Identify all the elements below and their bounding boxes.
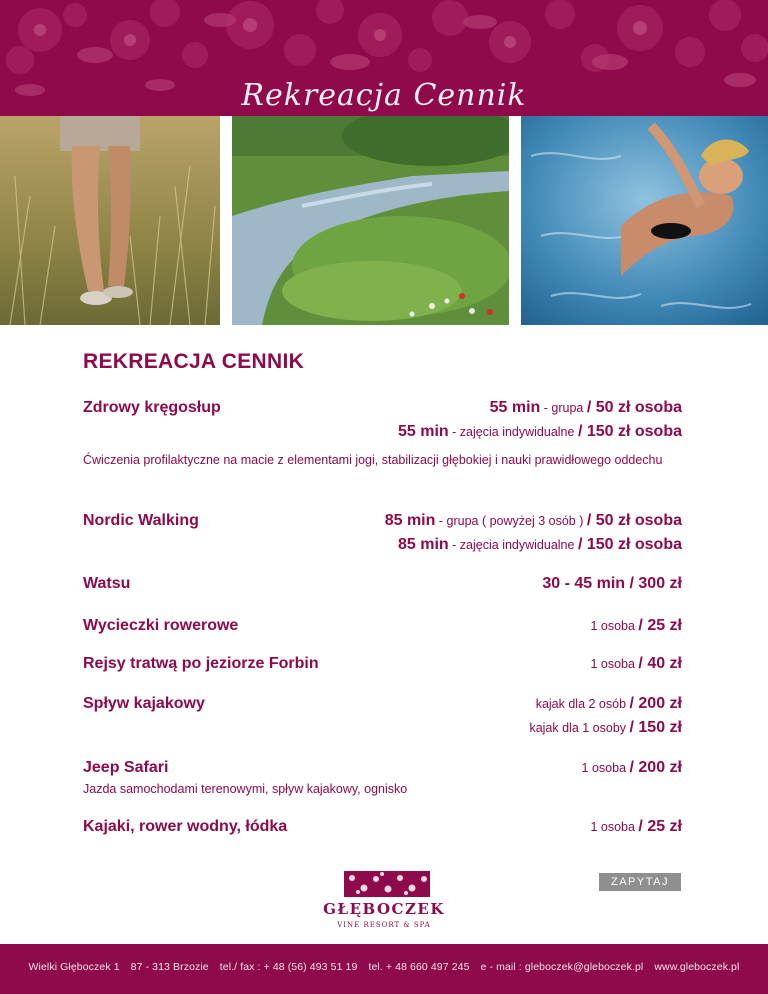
photo-walking [0,116,220,325]
footer-contact [0,961,768,973]
footer-website-link[interactable]: www.gleboczek.pl [654,961,740,973]
footer-email-link[interactable]: e - mail : gleboczek@gleboczek.pl [480,961,644,973]
logo-pattern-icon [344,871,430,897]
item-price: 1 osoba / 25 zł [590,617,682,634]
banner-title: Rekreacja Cennik [241,78,527,113]
item-price: 1 osoba / 200 zł [581,759,682,776]
item-name: Spływ kajakowy [83,695,205,712]
item-name: Wycieczki rowerowe [83,617,239,634]
page-heading: REKREACJA CENNIK [83,350,305,373]
item-price: 55 min - grupa / 50 zł osoba [489,399,682,416]
item-description: Jazda samochodami terenowymi, spływ kajakowy, ognisko [83,782,408,796]
item-price: 30 - 45 min / 300 zł [542,575,682,592]
item-name: Rejsy tratwą po jeziorze Forbin [83,655,319,672]
item-name: Nordic Walking [83,512,199,529]
item-price: 1 osoba / 40 zł [590,655,682,672]
item-name: Jeep Safari [83,759,169,776]
footer-city: 87 - 313 Brzozie [130,961,209,973]
item-price: kajak dla 1 osoby / 150 zł [529,719,682,736]
header-banner [0,0,768,116]
item-price: 85 min - zajęcia indywidualne / 150 zł osoba [398,536,682,553]
item-description: Ćwiczenia profilaktyczne na macie z elementami jogi, stabilizacji głębokiej i nauki prawidłowego oddechu [83,453,663,467]
ask-button[interactable]: ZAPYTAJ [599,873,681,891]
item-price: kajak dla 2 osób / 200 zł [535,695,682,712]
footer-tel-fax: tel./ fax : + 48 (56) 493 51 19 [219,961,358,973]
item-name: Watsu [83,575,131,592]
footer [0,944,768,994]
photo-pool [521,116,768,325]
item-price: 1 osoba / 25 zł [590,818,682,835]
footer-address: Wielki Głęboczek 1 [28,961,120,973]
logo-subtitle: VINE RESORT & SPA [337,921,431,929]
item-name: Kajaki, rower wodny, łódka [83,818,288,835]
photo-river [232,116,509,325]
photo-strip [0,116,768,325]
item-price: 55 min - zajęcia indywidualne / 150 zł osoba [398,423,682,440]
item-name: Zdrowy kręgosłup [83,399,221,416]
footer-tel: tel. + 48 660 497 245 [368,961,470,973]
logo-name: GŁĘBOCZEK [323,900,445,918]
item-price: 85 min - grupa ( powyżej 3 osób ) / 50 zł osoba [384,512,682,529]
